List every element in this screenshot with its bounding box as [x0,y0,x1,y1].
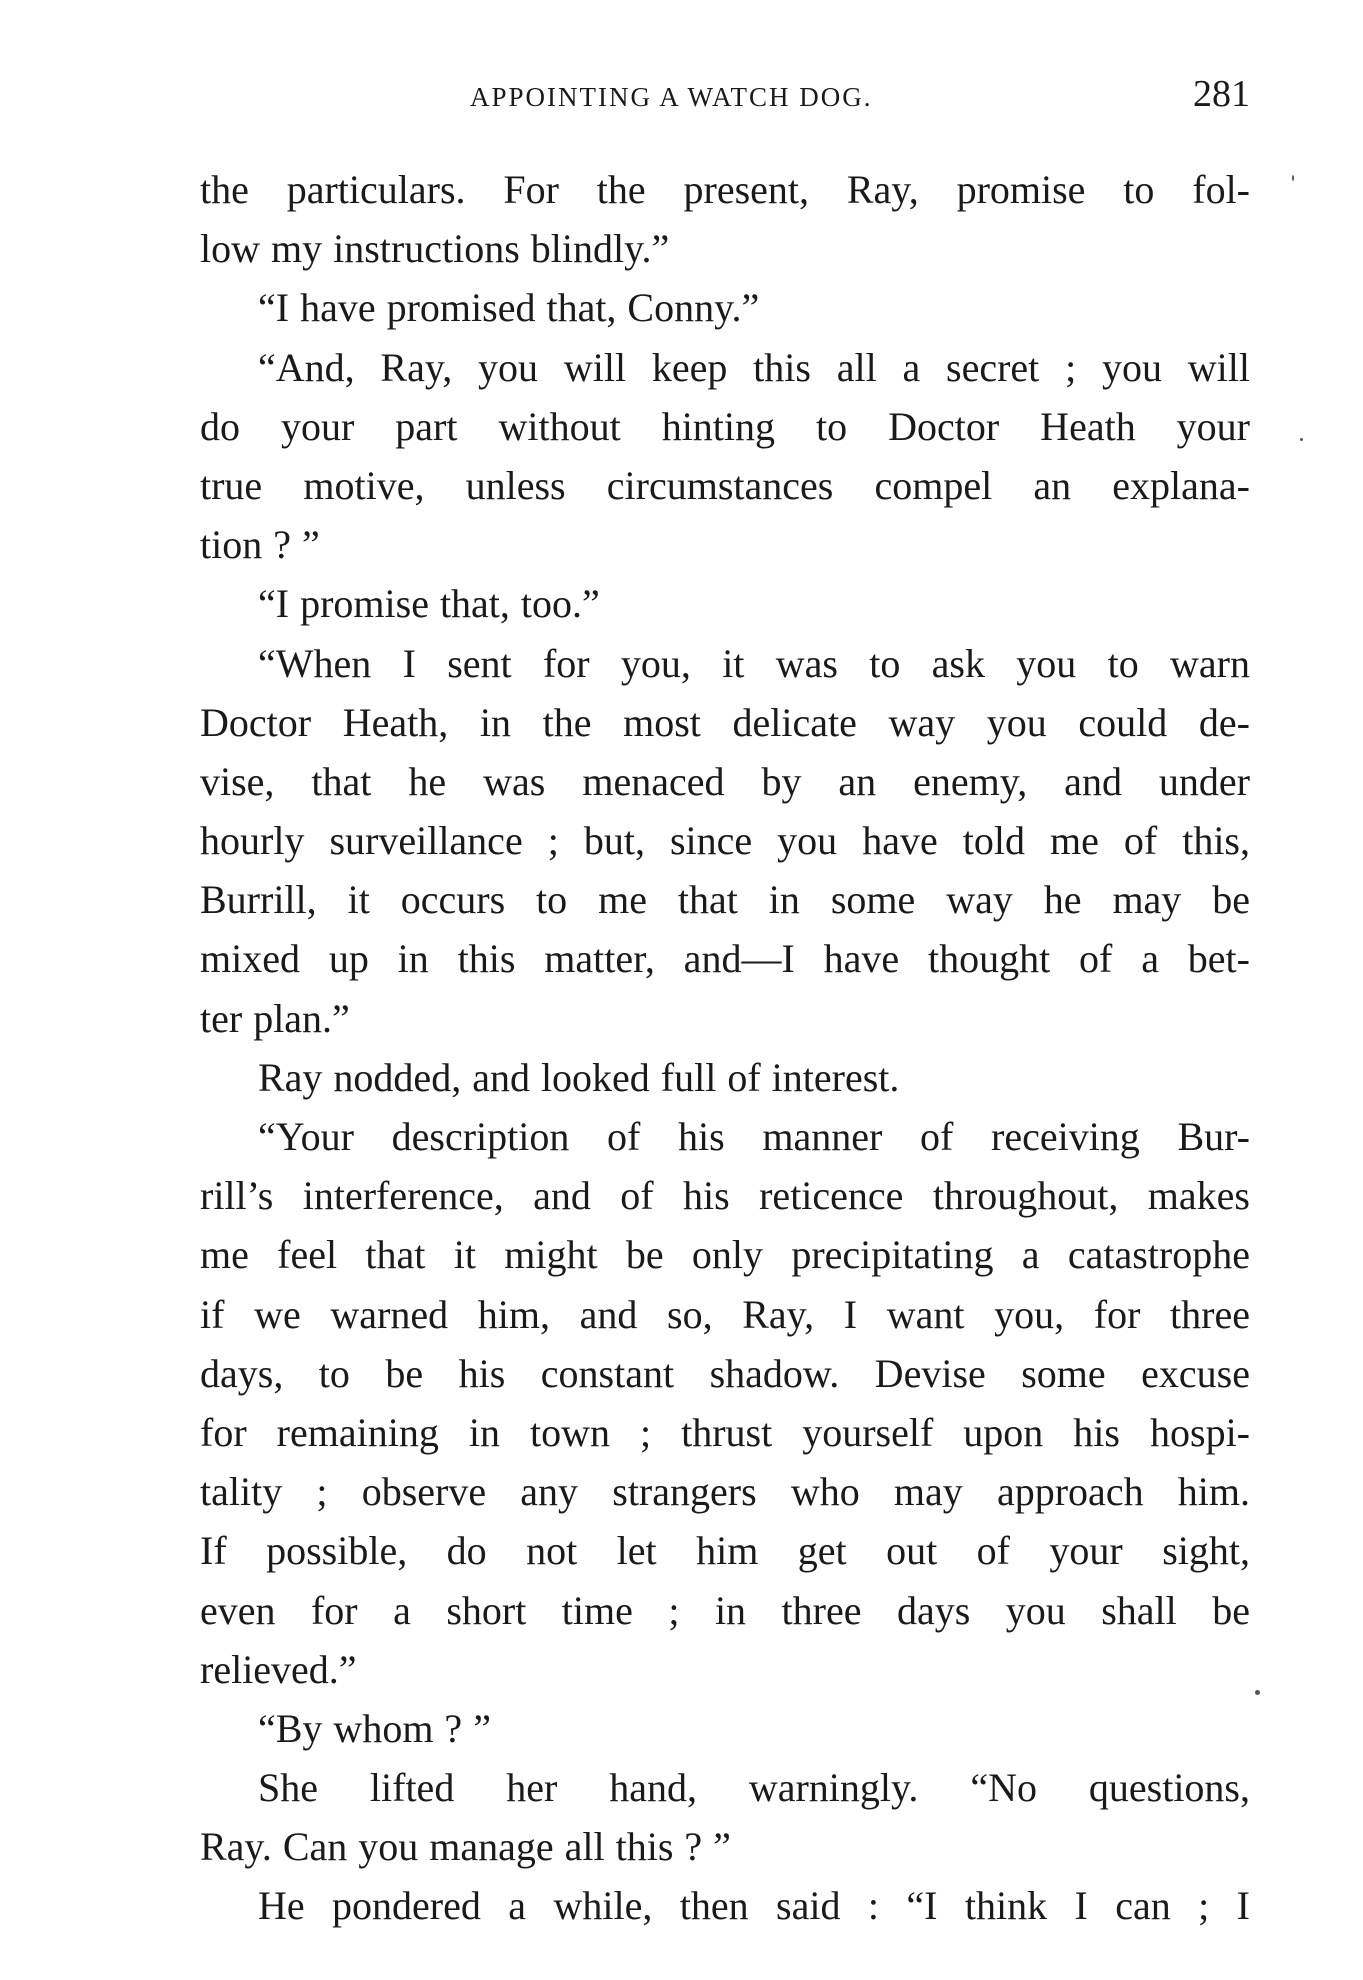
paper-speck [1292,175,1294,181]
page-number: 281 [1193,73,1250,115]
text-line: tion ? ” [200,522,320,568]
text-line: ter plan.” [200,995,350,1041]
text-line: “By whom ? ” [258,1705,491,1751]
running-title: APPOINTING A WATCH DOG. [470,82,873,112]
paper-speck [1300,438,1303,441]
text-line: if we warned him, and so, Ray, I want you, for three [200,1291,1250,1337]
text-line: “I have promised that, Conny.” [258,285,760,331]
text-line: Ray. Can you manage all this ? ” [200,1824,731,1870]
text-line: “Your description of his manner of receiving Bur- [258,1114,1250,1159]
text-line: me feel that it might be only precipitating a catastrophe [200,1232,1250,1278]
text-line: low my instructions blindly.” [200,226,670,272]
body-text [200,160,1250,1936]
text-line: for remaining in town ; thrust yourself upon his hospi- [200,1409,1250,1455]
text-line: “I promise that, too.” [258,581,600,627]
text-line: relieved.” [200,1646,357,1692]
text-line: She lifted her hand, warningly. “No questions, [258,1765,1250,1811]
text-line: mixed up in this matter, and—I have thought of a bet- [200,936,1250,982]
text-line: the particulars. For the present, Ray, promise to fol- [200,167,1250,212]
text-line: Doctor Heath, in the most delicate way you could de- [200,699,1250,745]
text-line: hourly surveillance ; but, since you have told me of this, [200,818,1250,864]
text-line: Burrill, it occurs to me that in some way he may be [200,877,1250,923]
text-line: “And, Ray, you will keep this all a secret ; you will [258,344,1250,390]
text-line: He pondered a while, then said : “I think I can ; I [258,1883,1250,1929]
text-line: true motive, unless circumstances compel an explana- [200,462,1250,508]
text-line: tality ; observe any strangers who may approach him. [200,1469,1250,1515]
text-line: vise, that he was menaced by an enemy, and under [200,758,1250,804]
text-line: days, to be his constant shadow. Devise some excuse [200,1350,1250,1396]
paper-speck [1255,1690,1260,1695]
text-line: If possible, do not let him get out of your sight, [200,1528,1250,1574]
text-line: Ray nodded, and looked full of interest. [258,1054,900,1100]
text-line: even for a short time ; in three days you shall be [200,1587,1250,1633]
running-head [200,72,1250,122]
text-line: rill’s interference, and of his reticence throughout, makes [200,1173,1250,1219]
text-line: “When I sent for you, it was to ask you to warn [258,640,1250,686]
text-line: do your part without hinting to Doctor Heath your [200,403,1250,449]
